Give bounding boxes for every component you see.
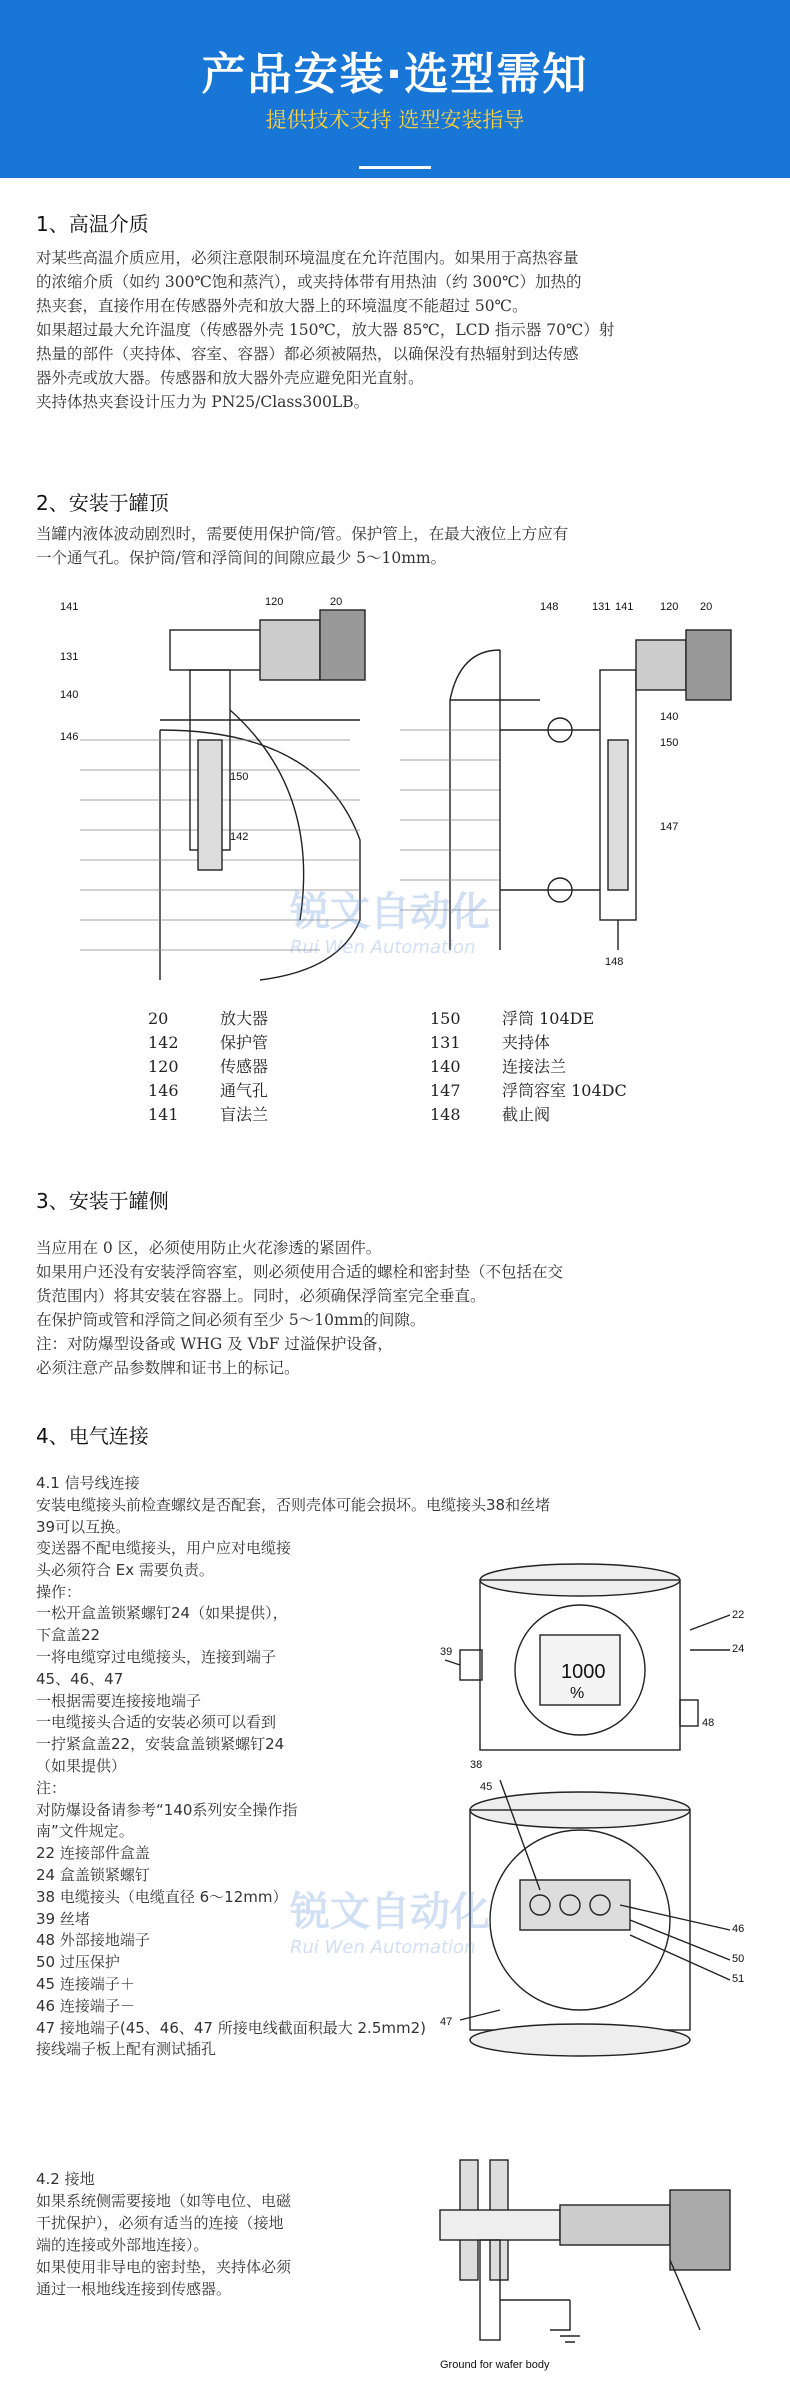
legend-row: 20 放大器 150 浮筒 104DE — [148, 1009, 595, 1028]
legend-row: 141 盲法兰 148 截止阀 — [148, 1105, 551, 1124]
callout-label: 45 — [480, 1781, 493, 1793]
text-line: 如果系统侧需要接地（如等电位、电磁 — [36, 2192, 292, 2210]
callout-label: 51 — [732, 1973, 745, 1985]
callout-label: 148 — [540, 601, 559, 613]
wiring-housing-diagram — [440, 1540, 760, 2100]
text-line: 安装电缆接头前检查螺纹是否配套，否则壳体可能会损坏。电缆接头38和丝堵 — [36, 1496, 551, 1514]
callout-label: 38 — [470, 1759, 483, 1771]
tank-top-diagram — [60, 590, 750, 990]
grounding-diagram — [400, 2150, 770, 2380]
text-line: 47 接地端子(45、46、47 所接电线截面积最大 2.5mm2) — [36, 2018, 426, 2037]
callout-label: 141 — [60, 601, 79, 613]
callout-label: 46 — [732, 1923, 745, 1935]
section-4-1-text — [36, 1472, 746, 1538]
section-4-2-text — [36, 2168, 396, 2300]
text-line: 如果超过最大允许温度（传感器外壳 150℃，放大器 85℃，LCD 指示器 70℃）射 — [36, 321, 615, 339]
callout-label: 142 — [230, 831, 249, 843]
callout-label: 146 — [60, 731, 79, 743]
text-line: 热夹套，直接作用在传感器外壳和放大器上的环境温度不能超过 50℃。 — [36, 297, 528, 315]
callout-label: 50 — [732, 1953, 745, 1965]
text-line: 注： — [36, 1778, 67, 1797]
text-line: 22 连接部件盒盖 — [36, 1844, 150, 1863]
text-line: 一将电缆穿过电缆接头，连接到端子 — [36, 1647, 277, 1666]
callout-label: 20 — [330, 596, 343, 608]
watermark: 锐文自动化 Rui Wen Automation — [290, 888, 490, 958]
text-line: 在保护筒或管和浮筒之间必须有至少 5～10mm的间隙。 — [36, 1311, 426, 1329]
title-underline — [359, 166, 431, 169]
text-line: 39 丝堵 — [36, 1909, 90, 1928]
subsection-title: 4.2 接地 — [36, 2170, 95, 2188]
text-line: 头必须符合 Ex 需要负责。 — [36, 1560, 214, 1579]
legend-row: 142 保护管 131 夹持体 — [148, 1033, 551, 1052]
callout-label: 24 — [732, 1643, 745, 1655]
text-line: 如果使用非导电的密封垫，夹持体必须 — [36, 2258, 292, 2276]
callout-label: 120 — [660, 601, 679, 613]
callout-label: 131 — [60, 651, 79, 663]
text-line: 48 外部接地端子 — [36, 1931, 150, 1950]
callout-label: 47 — [440, 2016, 453, 2028]
text-line: 一个通气孔。保护筒/管和浮筒间的间隙应最少 5～10mm。 — [36, 549, 447, 567]
text-line: 器外壳或放大器。传感器和放大器外壳应避免阳光直射。 — [36, 369, 424, 387]
section-3-text — [36, 1236, 746, 1380]
text-line: 45 连接端子＋ — [36, 1974, 135, 1993]
text-line: 南”文件规定。 — [36, 1822, 134, 1841]
text-line: 一根据需要连接接地端子 — [36, 1691, 202, 1710]
text-line: 热量的部件（夹持体、容室、容器）都必须被隔热，以确保没有热辐射到达传感 — [36, 345, 579, 363]
text-line: 通过一根地线连接到传感器。 — [36, 2280, 232, 2298]
callout-label: 20 — [700, 601, 713, 613]
callout-label: 120 — [265, 596, 284, 608]
text-line: 当应用在 0 区，必须使用防止火花渗透的紧固件。 — [36, 1239, 382, 1257]
text-line: 38 电缆接头（电缆直径 6～12mm） — [36, 1887, 288, 1906]
callout-label: 48 — [702, 1717, 715, 1729]
callout-label: 141 — [615, 601, 634, 613]
text-line: 必须注意产品参数牌和证书上的标记。 — [36, 1359, 300, 1377]
text-line: 45、46、47 — [36, 1669, 124, 1688]
text-line: 如果用户还没有安装浮筒容室，则必须使用合适的螺栓和密封垫（不包括在交 — [36, 1263, 564, 1281]
section-3-title: 3、安装于罐侧 — [36, 1189, 169, 1213]
header-banner — [0, 0, 790, 178]
text-line: 接线端子板上配有测试插孔 — [36, 2040, 217, 2059]
section-2-title: 2、安装于罐顶 — [36, 491, 169, 515]
callout-label: 140 — [660, 711, 679, 723]
watermark: 锐文自动化 Rui Wen Automation — [290, 1888, 490, 1958]
text-line: 对防爆设备请参考“140系列安全操作指 — [36, 1800, 298, 1819]
callout-label: 131 — [592, 601, 611, 613]
text-line: 一电缆接头合适的安装必须可以看到 — [36, 1713, 277, 1732]
text-line: 46 连接端子－ — [36, 1996, 135, 2015]
callout-label: 22 — [732, 1609, 745, 1621]
callout-label: 140 — [60, 689, 79, 701]
page-title: 产品安装·选型需知 — [201, 49, 589, 100]
text-line: 对某些高温介质应用，必须注意限制环境温度在允许范围内。如果用于高热容量 — [36, 249, 579, 267]
callout-label: 148 — [605, 956, 624, 968]
callout-label: 39 — [440, 1646, 453, 1658]
text-line: 的浓缩介质（如约 300℃饱和蒸汽），或夹持体带有用热油（约 300℃）加热的 — [36, 273, 582, 291]
text-line: 下盒盖22 — [36, 1626, 101, 1645]
text-line: 端的连接或外部地连接）。 — [36, 2236, 209, 2254]
legend-row: 120 传感器 140 连接法兰 — [148, 1057, 567, 1076]
section-1-title: 1、高温介质 — [36, 212, 149, 236]
display-unit: % — [570, 1685, 585, 1702]
callout-label: 150 — [660, 737, 679, 749]
section-1-text — [36, 246, 746, 414]
legend-row: 146 通气孔 147 浮筒容室 104DC — [148, 1081, 627, 1100]
text-line: 夹持体热夹套设计压力为 PN25/Class300LB。 — [36, 393, 370, 411]
ground-caption: Ground for wafer body — [440, 2359, 550, 2371]
subsection-title: 4.1 信号线连接 — [36, 1474, 140, 1492]
callout-label: 150 — [230, 771, 249, 783]
section-4-title: 4、电气连接 — [36, 1424, 149, 1448]
callout-label: 147 — [660, 821, 679, 833]
text-line: （如果提供） — [36, 1756, 127, 1775]
text-line: 当罐内液体波动剧烈时，需要使用保护筒/管。保护管上，在最大液位上方应有 — [36, 525, 569, 543]
section-2-text — [36, 522, 746, 570]
text-line: 注：对防爆型设备或 WHG 及 VbF 过溢保护设备， — [36, 1335, 393, 1353]
text-line: 24 盒盖锁紧螺钉 — [36, 1865, 150, 1884]
page-subtitle: 提供技术支持 选型安装指导 — [265, 108, 525, 132]
text-line: 干扰保护），必须有适当的连接（接地 — [36, 2214, 284, 2232]
text-line: 货范围内）将其安装在容器上。同时，必须确保浮筒室完全垂直。 — [36, 1287, 486, 1305]
text-line: 39可以互换。 — [36, 1518, 131, 1536]
text-line: 一拧紧盒盖22，安装盒盖锁紧螺钉24 — [36, 1735, 285, 1754]
text-line: 操作： — [36, 1582, 82, 1601]
component-legend — [148, 1007, 627, 1127]
display-readout: 1000 — [561, 1661, 606, 1683]
text-line: 变送器不配电缆接头，用户应对电缆接 — [36, 1539, 292, 1557]
text-line: 一松开盒盖锁紧螺钉24（如果提供）， — [36, 1604, 288, 1623]
text-line: 50 过压保护 — [36, 1953, 120, 1972]
section-4-1-list — [36, 1538, 436, 2061]
